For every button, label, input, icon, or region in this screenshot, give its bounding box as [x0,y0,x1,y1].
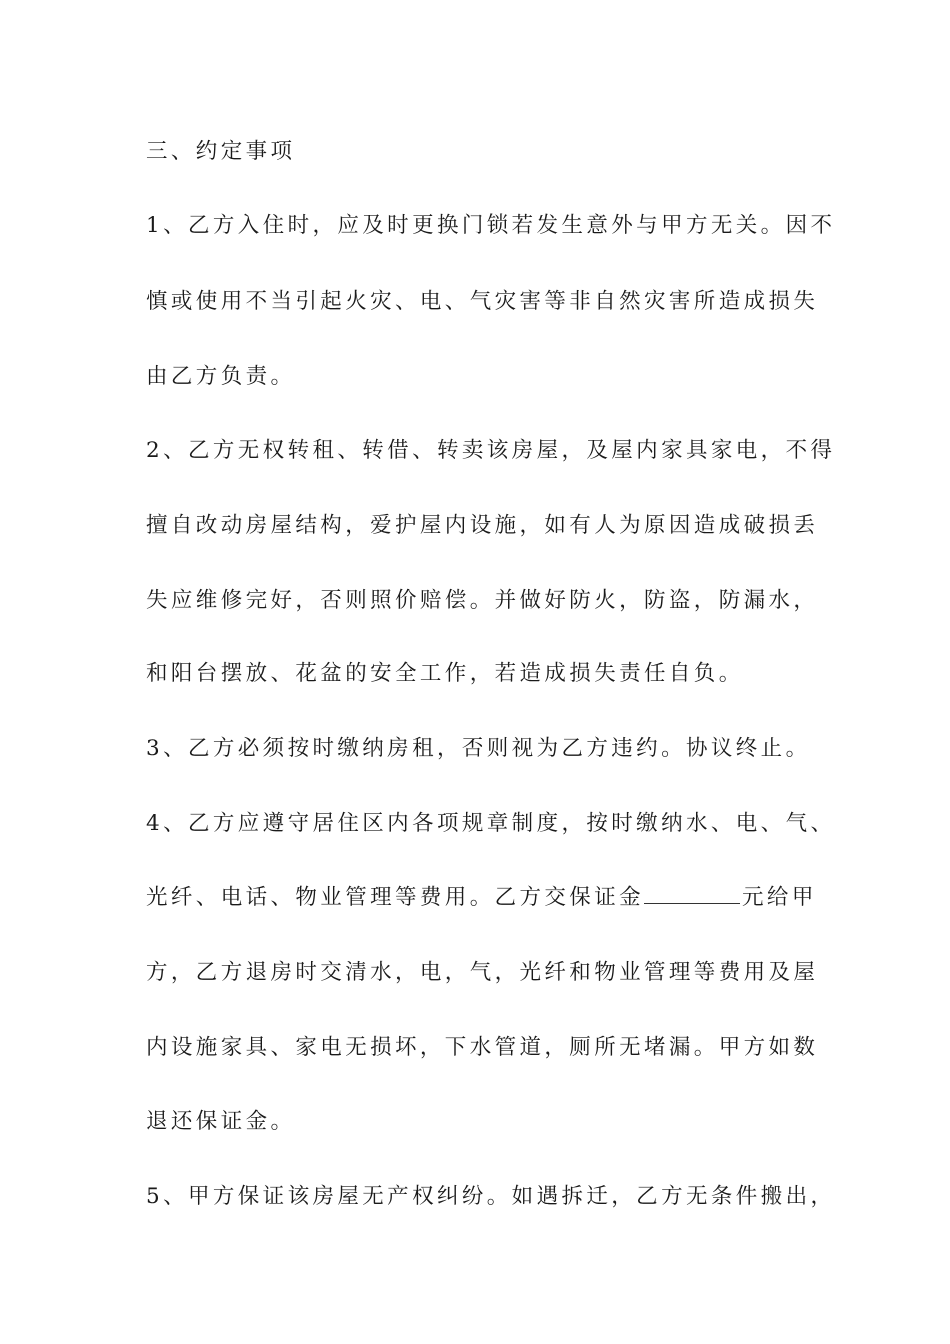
deposit-line [146,883,826,913]
deposit-amount-blank [644,885,740,904]
text-line: 内设施家具、家电无损坏，下水管道，厕所无堵漏。甲方如数 [146,1035,819,1060]
text-line: 1、乙方入住时，应及时更换门锁若发生意外与甲方无关。因不 [146,213,836,238]
text-line: 由乙方负责。 [146,364,296,389]
text-line: 慎或使用不当引起火灾、电、气灾害等非自然灾害所造成损失 [146,289,819,314]
text-line: 失应维修完好，否则照价赔偿。并做好防火，防盗，防漏水， [146,588,819,613]
text-line: 5、甲方保证该房屋无产权纠纷。如遇拆迁，乙方无条件搬出， [146,1184,836,1209]
deposit-text-after: 元给甲 [742,885,817,910]
deposit-text-before: 光纤、电话、物业管理等费用。乙方交保证金 [146,885,645,910]
text-line: 2、乙方无权转租、转借、转卖该房屋，及屋内家具家电，不得 [146,438,836,463]
text-line: 和阳台摆放、花盆的安全工作，若造成损失责任自负。 [146,661,744,686]
text-line: 3、乙方必须按时缴纳房租，否则视为乙方违约。协议终止。 [146,736,811,761]
text-line: 4、乙方应遵守居住区内各项规章制度，按时缴纳水、电、气、 [146,811,836,836]
text-line: 方，乙方退房时交清水，电，气，光纤和物业管理等费用及屋 [146,960,819,985]
section-heading: 三、约定事项 [146,139,296,164]
text-line: 退还保证金。 [146,1109,296,1134]
text-line: 擅自改动房屋结构，爱护屋内设施，如有人为原因造成破损丢 [146,513,819,538]
